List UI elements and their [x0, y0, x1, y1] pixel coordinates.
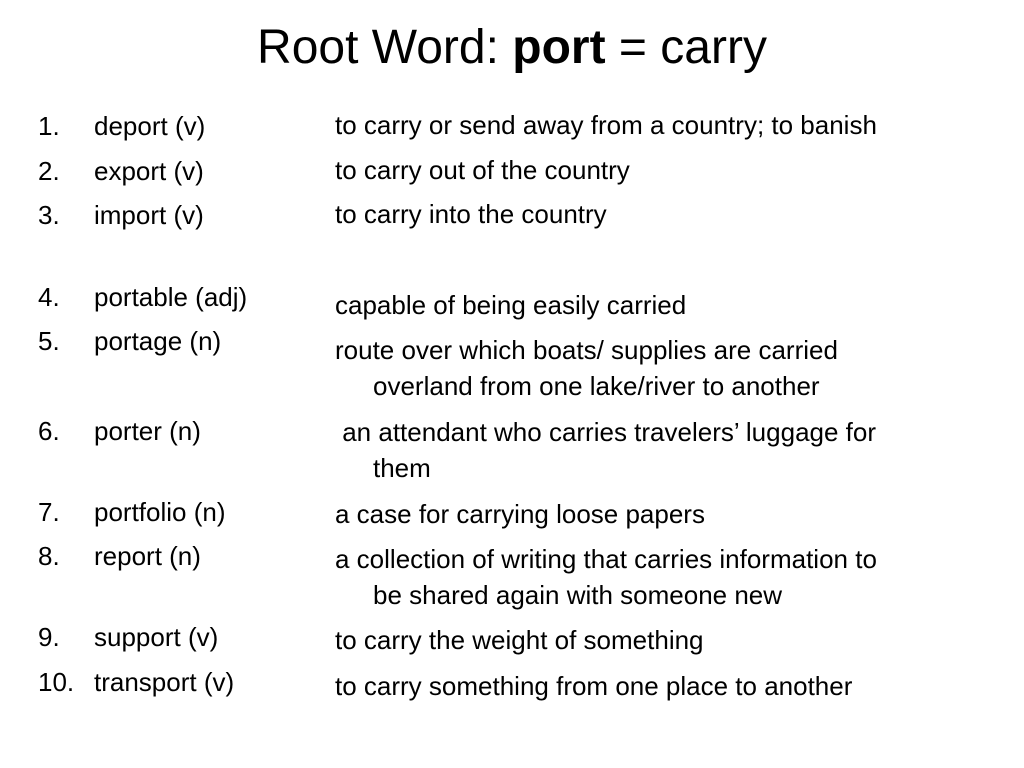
term-word: report (n)	[94, 541, 201, 571]
definition-item	[335, 541, 1015, 613]
definition-text: a case for carrying loose papers	[335, 499, 705, 529]
term-word: deport (v)	[94, 111, 206, 141]
term-number: 10.	[38, 667, 75, 697]
title-suffix: = carry	[605, 21, 767, 74]
term-word: porter (n)	[94, 416, 201, 446]
definition-text-continued: be shared again with someone new	[373, 580, 783, 610]
term-word: export (v)	[94, 156, 204, 186]
term-word: import (v)	[94, 200, 204, 230]
definition-text-continued: overland from one lake/river to another	[373, 371, 820, 401]
term-number: 3.	[38, 200, 60, 230]
definition-item	[335, 107, 1015, 143]
title-prefix: Root Word:	[257, 21, 513, 74]
definition-text: to carry something from one place to another	[335, 671, 853, 701]
slide-title	[0, 14, 1024, 82]
term-word: portfolio (n)	[94, 497, 226, 527]
term-item	[38, 199, 204, 231]
definition-item	[335, 414, 1015, 486]
term-item	[38, 281, 247, 313]
definition-text: to carry out of the country	[335, 155, 630, 185]
term-word: support (v)	[94, 622, 219, 652]
term-word: transport (v)	[94, 667, 235, 697]
definition-item	[335, 152, 1015, 188]
term-item	[38, 540, 201, 572]
term-word: portage (n)	[94, 326, 222, 356]
definition-text: a collection of writing that carries information to	[335, 544, 877, 574]
definition-text: route over which boats/ supplies are carried	[335, 335, 838, 365]
definition-text-continued: them	[373, 453, 431, 483]
definition-item	[335, 668, 1015, 704]
term-word: portable (adj)	[94, 282, 248, 312]
term-item	[38, 325, 221, 357]
definition-item	[335, 287, 1015, 323]
term-number: 4.	[38, 282, 60, 312]
definition-item	[335, 496, 1015, 532]
title-root-word: port	[512, 21, 606, 74]
term-item	[38, 496, 226, 528]
definition-text: an attendant who carries travelers’ luggage for	[335, 417, 877, 447]
definition-item	[335, 196, 1015, 232]
term-number: 7.	[38, 497, 60, 527]
definition-text: to carry or send away from a country; to banish	[335, 110, 877, 140]
term-item	[38, 666, 234, 698]
definition-item	[335, 332, 1015, 404]
term-number: 2.	[38, 156, 60, 186]
definition-text: to carry into the country	[335, 199, 607, 229]
definition-text: to carry the weight of something	[335, 625, 704, 655]
term-item	[38, 155, 204, 187]
term-item	[38, 621, 218, 653]
definition-item	[335, 622, 1015, 658]
term-number: 5.	[38, 326, 60, 356]
term-item	[38, 415, 201, 447]
term-number: 9.	[38, 622, 60, 652]
term-number: 8.	[38, 541, 60, 571]
term-item	[38, 110, 205, 142]
term-number: 6.	[38, 416, 60, 446]
term-number: 1.	[38, 111, 60, 141]
definition-text: capable of being easily carried	[335, 290, 687, 320]
